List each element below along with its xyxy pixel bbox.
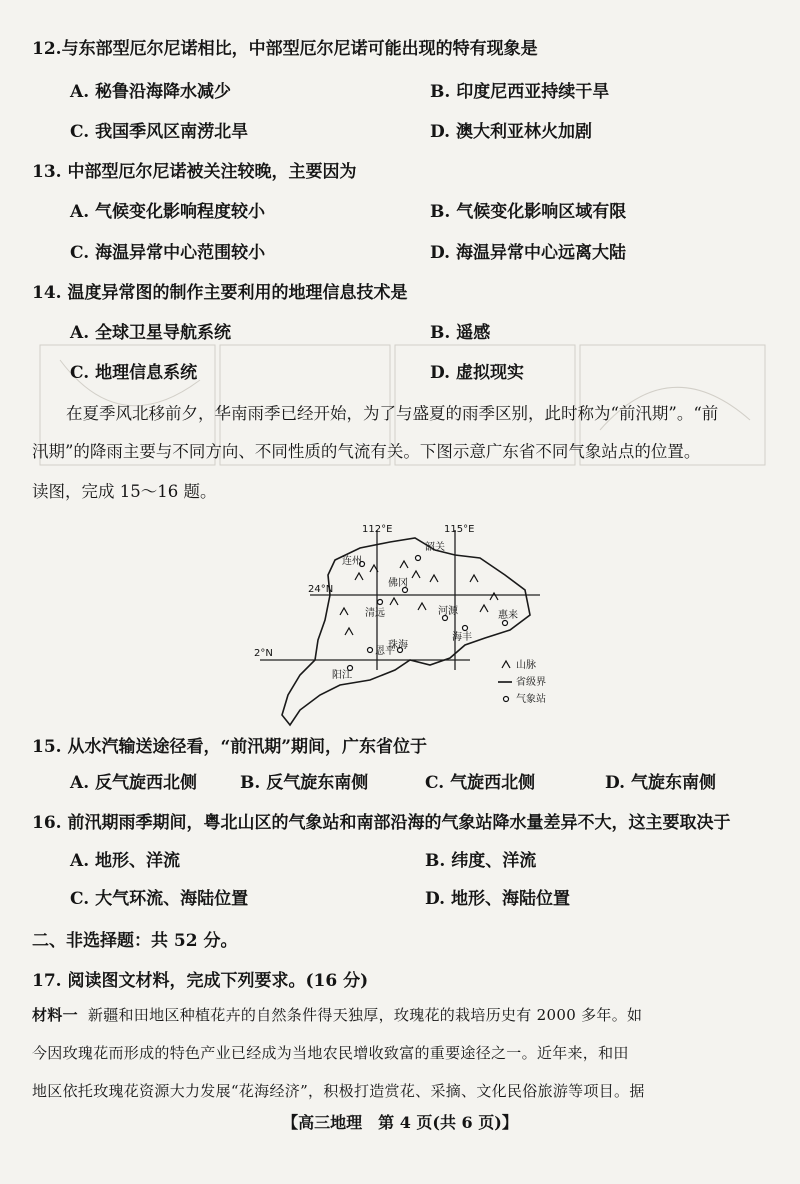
q17-material-line-1	[32, 1004, 642, 1026]
legend-border: 省级界	[516, 677, 546, 688]
q12-option-d[interactable]: D. 澳大利亚林火加剧	[430, 122, 592, 142]
q14-option-d[interactable]: D. 虚拟现实	[430, 363, 524, 383]
legend-mountain-icon	[502, 661, 510, 668]
q13-option-c[interactable]: C. 海温异常中心范围较小	[70, 243, 266, 263]
province-outline	[282, 538, 530, 725]
q12-option-b[interactable]: B. 印度尼西亚持续干旱	[430, 82, 610, 102]
q17-material-lead: 材料一	[32, 1006, 78, 1024]
q16-stem: 16. 前汛期雨季期间，粤北山区的气象站和南部沿海的气象站降水量差异不大，这主要取决于	[32, 813, 731, 833]
legend-mountain: 山脉	[516, 660, 536, 671]
q17-stem: 17. 阅读图文材料，完成下列要求。(16 分)	[32, 971, 369, 991]
q13-option-b[interactable]: B. 气候变化影响区域有限	[430, 202, 627, 222]
intro-line-3: 读图，完成 15～16 题。	[32, 482, 217, 501]
q13-option-d[interactable]: D. 海温异常中心远离大陆	[430, 243, 626, 263]
station-qingyuan: 清远	[365, 608, 385, 619]
legend-station: 气象站	[516, 694, 546, 705]
lon-label-112: 112°E	[362, 524, 393, 535]
q16-option-d[interactable]: D. 地形、海陆位置	[425, 889, 570, 909]
q14-option-b[interactable]: B. 遥感	[430, 323, 491, 343]
q16-option-b[interactable]: B. 纬度、洋流	[425, 851, 537, 871]
intro-line-2: 汛期”的降雨主要与不同方向、不同性质的气流有关。下图示意广东省不同气象站点的位置。	[32, 442, 701, 461]
q15-stem: 15. 从水汽输送途径看，“前汛期”期间，广东省位于	[32, 737, 428, 757]
intro-line-1: 在夏季风北移前夕，华南雨季已经开始，为了与盛夏的雨季区别，此时称为“前汛期”。“前	[66, 404, 719, 423]
q12-stem: 12.与东部型厄尔尼诺相比，中部型厄尔尼诺可能出现的特有现象是	[32, 39, 538, 59]
map-legend	[498, 658, 546, 705]
mountain-symbols	[340, 561, 498, 635]
q17-material-line-2: 今因玫瑰花而形成的特色产业已经成为当地农民增收致富的重要途径之一。近年来，和田	[32, 1044, 629, 1062]
legend-station-icon	[504, 697, 509, 702]
q13-option-a[interactable]: A. 气候变化影响程度较小	[70, 202, 266, 222]
q16-option-c[interactable]: C. 大气环流、海陆位置	[70, 889, 249, 909]
lat-label-22: 2°N	[254, 648, 273, 659]
q14-option-c[interactable]: C. 地理信息系统	[70, 363, 198, 383]
q14-stem: 14. 温度异常图的制作主要利用的地理信息技术是	[32, 283, 408, 303]
station-fogang: 佛冈	[388, 578, 408, 589]
station-shaoguan: 韶关	[425, 542, 445, 553]
q12-option-a[interactable]: A. 秘鲁沿海降水减少	[70, 82, 232, 102]
station-enping: 恩平	[375, 646, 395, 657]
station-heyuan: 河源	[438, 606, 458, 617]
section-2-heading: 二、非选择题：共 52 分。	[32, 931, 238, 951]
q16-option-a[interactable]: A. 地形、洋流	[70, 851, 181, 871]
q15-option-b[interactable]: B. 反气旋东南侧	[240, 773, 369, 793]
station-lianzhou: 连州	[342, 556, 362, 567]
q15-option-a[interactable]: A. 反气旋西北侧	[70, 773, 198, 793]
station-zhuhai: 珠海	[388, 640, 408, 651]
guangdong-station-map	[240, 520, 560, 735]
lon-label-115: 115°E	[444, 524, 475, 535]
lat-label-24: 24°N	[308, 584, 334, 595]
q14-option-a[interactable]: A. 全球卫星导航系统	[70, 323, 232, 343]
q17-material-text-1: 新疆和田地区种植花卉的自然条件得天独厚，玫瑰花的栽培历史有 2000 多年。如	[87, 1006, 643, 1024]
station-huilai: 惠来	[498, 610, 518, 621]
q15-option-d[interactable]: D. 气旋东南侧	[605, 773, 716, 793]
q17-material-line-3: 地区依托玫瑰花资源大力发展“花海经济”，积极打造赏花、采摘、文化民俗旅游等项目。据	[32, 1082, 645, 1100]
page-footer: 【高三地理 第 4 页(共 6 页)】	[282, 1113, 518, 1132]
station-yangjiang: 阳江	[332, 670, 352, 681]
q12-option-c[interactable]: C. 我国季风区南涝北旱	[70, 122, 249, 142]
station-haifeng: 海丰	[452, 632, 472, 643]
q13-stem: 13. 中部型厄尔尼诺被关注较晚，主要因为	[32, 162, 357, 182]
q15-option-c[interactable]: C. 气旋西北侧	[425, 773, 536, 793]
